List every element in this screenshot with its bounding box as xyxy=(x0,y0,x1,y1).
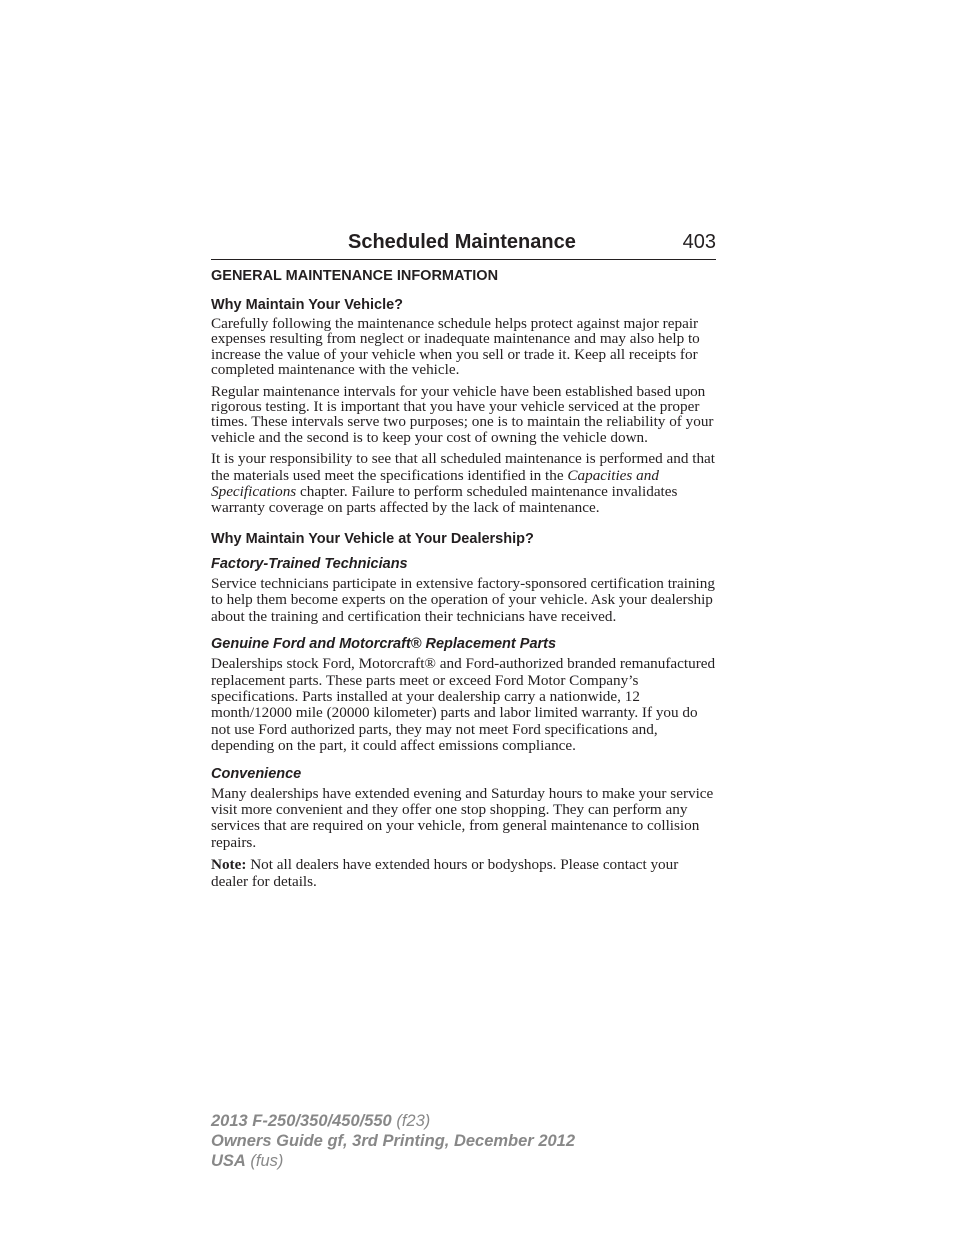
technicians-paragraph: Service technicians participate in extensive factory-sponsored certification training to help them become experts on the operation of your vehicle. Ask your dealership about the training and certification their technicians have received. xyxy=(211,574,715,625)
note-paragraph xyxy=(211,857,716,890)
footer-model: 2013 F-250/350/450/550 xyxy=(211,1112,392,1130)
footer-model-line xyxy=(211,1111,575,1131)
why-maintain-paragraph-2: Regular maintenance intervals for your vehicle have been established based upon rigorous testing. It is important that you have your vehicle serviced at the proper times. These intervals serve two purposes; one is to maintain the reliability of your vehicle and the second is to keep your cost of owning the vehicle down. xyxy=(211,382,714,446)
parts-heading: Genuine Ford and Motorcraft® Replacement Parts xyxy=(211,636,557,653)
note-label: Note: xyxy=(211,856,247,874)
main-heading: GENERAL MAINTENANCE INFORMATION xyxy=(211,268,499,284)
footer-guide: Owners Guide gf, 3rd Printing, December 2012 xyxy=(211,1132,576,1150)
footer-model-code: (f23) xyxy=(391,1112,431,1130)
footer-market-code: (fus) xyxy=(245,1152,284,1170)
footer-market: USA xyxy=(211,1152,246,1170)
footer-market-line xyxy=(211,1151,575,1171)
convenience-paragraph: Many dealerships have extended evening and Saturday hours to make your service visit more convenient and they offer one stop shopping. They can perform any services that are required on your vehicle, from general maintenance to collision repairs. xyxy=(211,784,714,851)
parts-paragraph: Dealerships stock Ford, Motorcraft® and Ford-authorized branded remanufactured replacement parts. These parts meet or exceed Ford Motor Company’s specifications. Parts installed at your dealership carry a nationwide, 12 month/12000 mile (20000 kilometer) parts and labor limited warranty. If you do not use Ford authorized parts, they may not meet Ford specifications and, depending on the part, it could affect emissions compliance. xyxy=(211,655,716,755)
note-text: Not all dealers have extended hours or bodyshops. Please contact your dealer for details. xyxy=(211,856,679,890)
why-maintain-paragraph-1: Carefully following the maintenance schedule helps protect against major repair expenses resulting from neglect or inadequate maintenance and may also help to increase the value of your vehicle when you sell or trade it. Keep all receipts for completed maintenance with the vehicle. xyxy=(211,315,700,379)
page-content xyxy=(211,266,716,896)
why-maintain-paragraph-3 xyxy=(211,451,716,517)
page-header xyxy=(211,229,716,260)
why-maintain-heading: Why Maintain Your Vehicle? xyxy=(211,297,404,313)
convenience-heading: Convenience xyxy=(211,765,302,782)
paragraph-text: chapter. Failure to perform scheduled maintenance invalidates warranty coverage on parts affected by the lack of maintenance. xyxy=(211,483,678,517)
section-title: Scheduled Maintenance xyxy=(348,231,576,253)
page-number: 403 xyxy=(682,231,716,253)
technicians-heading: Factory-Trained Technicians xyxy=(211,555,408,572)
chapter-reference: Capacities and Specifications xyxy=(211,466,659,501)
document-footer xyxy=(211,1111,575,1171)
dealership-heading: Why Maintain Your Vehicle at Your Dealership? xyxy=(211,530,534,547)
paragraph-text: It is your responsibility to see that all scheduled maintenance is performed and that the materials used meet the specifications identified in the xyxy=(211,450,715,484)
footer-guide-line xyxy=(211,1131,575,1151)
